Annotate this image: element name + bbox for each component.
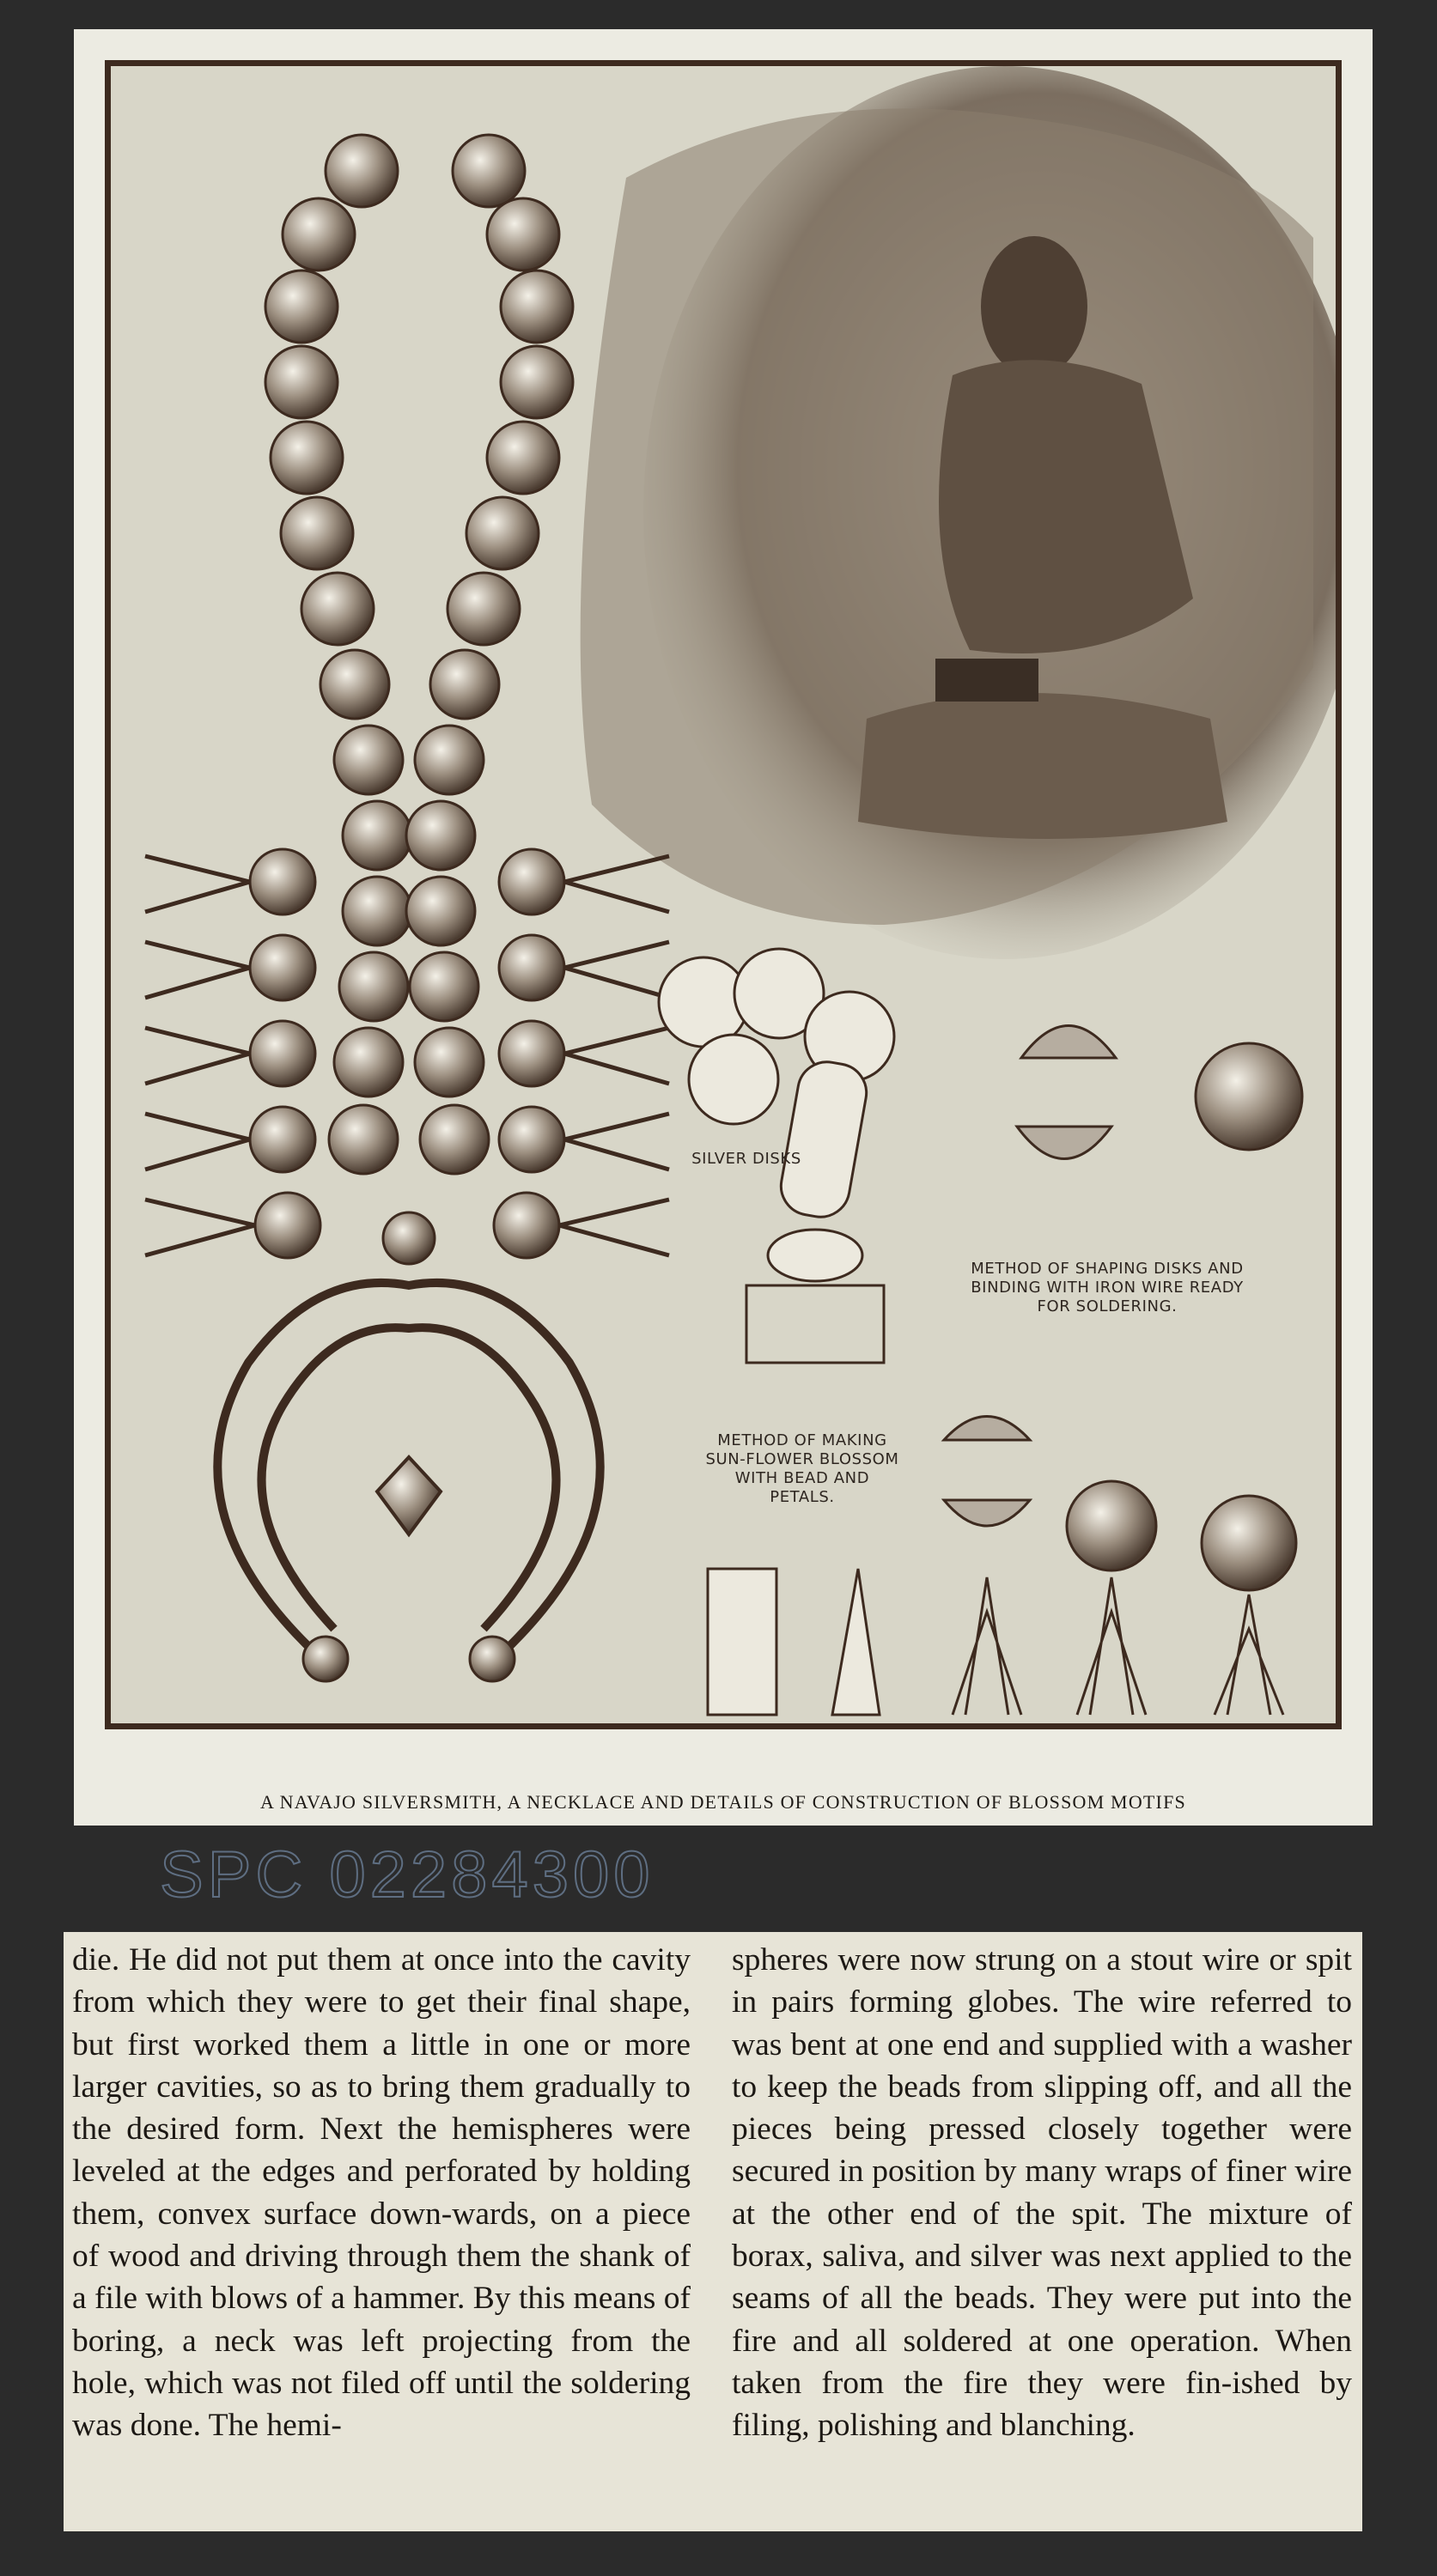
naja-pendant	[217, 1212, 600, 1681]
text-column-right: spheres were now strung on a stout wire or spit in pairs forming globes. The wire referred to was bent at one end and supplied with a washer to keep the beads from slipping off, and all the pieces being pressed closely together were secured in position by many wraps of finer wire at the other end of the spit. The mixture of borax, saliva, and silver was next applied to the seams of all the beads. They were put into the fire and all soldered at one operation. When taken from the fire they were fin-ished by filing, polishing and blanching.	[732, 1942, 1352, 2444]
label-method-making: METHOD OF MAKING SUN-FLOWER BLOSSOM WITH BEAD AND PETALS.	[705, 1431, 899, 1506]
text-card	[64, 1932, 1362, 2531]
silversmith-photo	[581, 66, 1336, 959]
label-silver-disks: SILVER DISKS	[691, 1150, 801, 1168]
plate-caption: A NAVAJO SILVERSMITH, A NECKLACE AND DETAILS OF CONSTRUCTION OF BLOSSOM MOTIFS	[260, 1791, 1186, 1813]
text-column-left: die. He did not put them at once into the cavity from which they were to get their final shape, but first worked them a little in one or more larger cavities, so as to bring them gradually to the desired form. Next the hemispheres were leveled at the edges and perforated by holding them, convex surface down-wards, on a piece of wood and driving through them the shank of a file with blows of a hammer. By this means of boring, a neck was left projecting from the hole, which was not filed off until the soldering was done. The hemi-	[72, 1942, 691, 2444]
necklace-drawing	[250, 135, 573, 1258]
illustration-frame	[105, 60, 1342, 1729]
shaping-disks-sketch	[1017, 1026, 1302, 1159]
label-method-shaping: METHOD OF SHAPING DISKS AND BINDING WITH IRON WIRE READY FOR SOLDERING.	[971, 1260, 1244, 1315]
illustration-plate	[74, 29, 1373, 1826]
catalog-stamp: SPC 02284300	[160, 1838, 655, 1911]
